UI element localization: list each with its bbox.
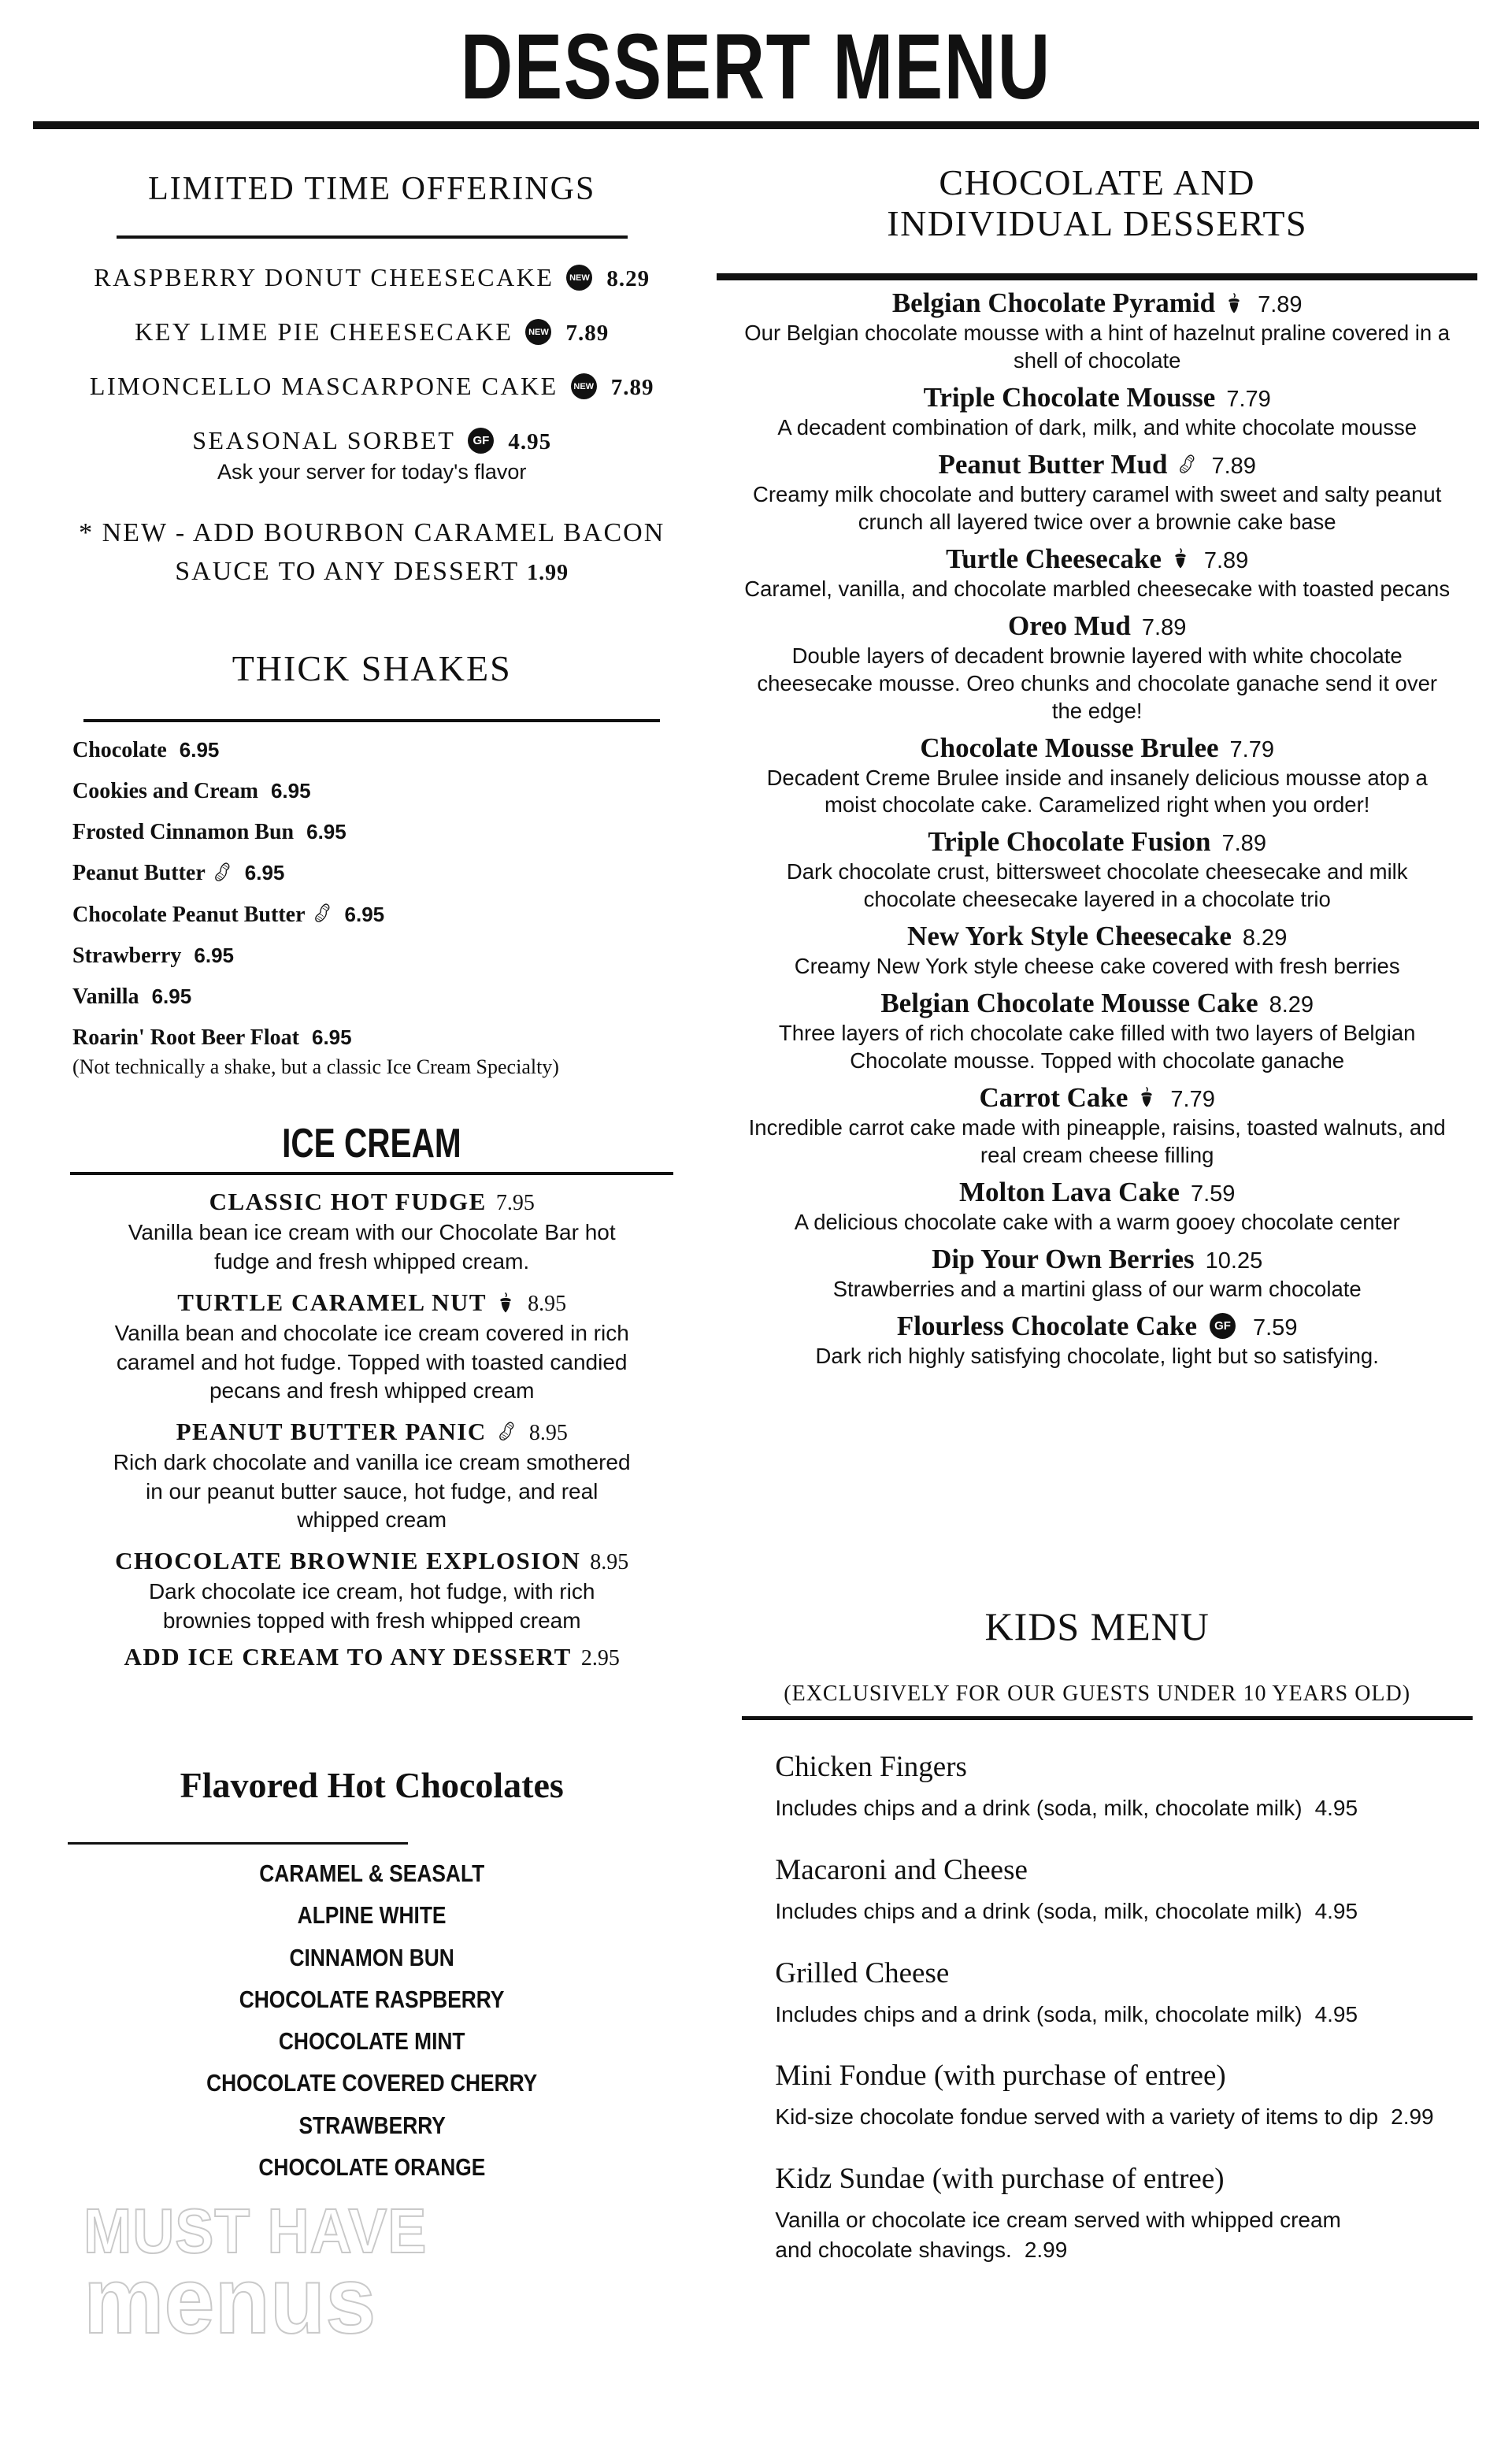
menu-item-price: 8.29	[1269, 992, 1314, 1018]
menu-item	[44, 317, 699, 347]
acorn-icon	[498, 1292, 513, 1314]
menu-item-desc: Our Belgian chocolate mousse with a hint of hazelnut praline covered in a shell of chocolate	[744, 321, 1451, 373]
limited-footnote	[44, 514, 699, 591]
section-divider	[742, 1716, 1473, 1720]
new-badge: NEW	[566, 265, 592, 291]
flavor-item: CHOCOLATE RASPBERRY	[239, 1985, 505, 2013]
menu-item-desc: Creamy New York style cheese cake covered with fresh berries	[794, 954, 1400, 979]
section-heading: KIDS MENU	[984, 1604, 1210, 1648]
menu-item-title: Carrot Cake 7.79	[979, 1081, 1215, 1113]
menu-item-desc: A decadent combination of dark, milk, and white chocolate mousse	[777, 415, 1418, 440]
menu-item	[775, 1853, 1477, 1926]
flavor-item: CHOCOLATE COVERED CHERRY	[206, 2069, 538, 2097]
menu-item-name: Mini Fondue (with purchase of entree)	[775, 2060, 1226, 2093]
menu-item-desc: Vanilla or chocolate ice cream served with whipped cream and chocolate shavings. 2.99	[775, 2208, 1341, 2263]
menu-item-price: 8.29	[1242, 925, 1288, 951]
section-heading: ICE CREAM	[282, 1121, 461, 1167]
flavor-item: CINNAMON BUN	[289, 1943, 454, 1971]
peanut-icon	[213, 861, 231, 884]
watermark-line1: MUST HAVE	[83, 2196, 428, 2266]
peanut-icon	[1178, 453, 1195, 476]
section-heading: THICK SHAKES	[232, 648, 512, 689]
menu-item-price: 10.25	[1205, 1248, 1263, 1274]
menu-item-desc: Decadent Creme Brulee inside and insanely delicious mousse atop a moist chocolate cake. Caramelized right when you order!	[766, 765, 1428, 818]
menu-item	[775, 1956, 1477, 2030]
menu-item-desc: Vanilla bean and chocolate ice cream covered in rich caramel and hot fudge. Topped with toasted candied pecans and fresh whipped cream	[114, 1321, 629, 1403]
addon-price: 2.95	[580, 1646, 620, 1671]
menu-item-note: Ask your server for today's flavor	[217, 460, 527, 484]
menu-item-price: 7.89	[1141, 614, 1187, 640]
list-item: Vanilla 6.95	[72, 984, 192, 1010]
peanut-icon	[498, 1420, 515, 1444]
menu-item-title: CLASSIC HOT FUDGE 7.95	[209, 1188, 535, 1216]
menu-item-price: 8.95	[590, 1550, 629, 1575]
menu-columns	[0, 129, 1512, 2265]
menu-item-desc: Caramel, vanilla, and chocolate marbled cheesecake with toasted pecans	[744, 576, 1451, 601]
acorn-icon	[1173, 548, 1188, 569]
flavor-item: CHOCOLATE MINT	[278, 2027, 465, 2056]
menu-item-desc: Strawberries and a martini glass of our warm chocolate	[832, 1276, 1362, 1301]
section-subheading: (EXCLUSIVELY FOR OUR GUESTS UNDER 10 YEARS OLD)	[784, 1682, 1411, 1707]
menu-item-price: 7.89	[1203, 547, 1249, 573]
menu-item-price: 7.95	[495, 1191, 535, 1216]
section-divider	[70, 1172, 673, 1175]
menu-item-desc: Includes chips and a drink (soda, milk, chocolate milk) 4.95	[775, 1898, 1358, 1923]
flavor-item: STRAWBERRY	[298, 2111, 446, 2139]
menu-item-price: 7.89	[565, 321, 610, 347]
menu-item-title: Belgian Chocolate Pyramid 7.89	[891, 287, 1303, 319]
menu-item-desc: Creamy milk chocolate and buttery caramel with sweet and salty peanut crunch all layered twice over a brownie cake base	[753, 481, 1442, 534]
menu-item-desc: Three layers of rich chocolate cake filled with two layers of Belgian Chocolate mousse. Topped with chocolate ganache	[778, 1021, 1416, 1073]
menu-item-title: Dip Your Own Berries 10.25	[932, 1243, 1263, 1274]
menu-item-price: 2.99	[1024, 2238, 1068, 2263]
section-heading: CHOCOLATE AND INDIVIDUAL DESSERTS	[887, 162, 1308, 243]
gf-badge: GF	[468, 428, 494, 454]
section-heading: Flavored Hot Chocolates	[180, 1765, 564, 1806]
menu-item-price: 8.95	[528, 1421, 568, 1446]
menu-item-title: PEANUT BUTTER PANIC 8.95	[176, 1418, 568, 1446]
menu-item-price: 8.29	[606, 265, 650, 291]
list-item: Cookies and Cream 6.95	[72, 779, 311, 804]
menu-item-title: New York Style Cheesecake 8.29	[907, 921, 1288, 952]
menu-item-desc: Kid-size chocolate fondue served with a variety of items to dip 2.99	[775, 2104, 1434, 2130]
menu-item	[775, 1750, 1477, 1823]
menu-item	[775, 2162, 1477, 2265]
acorn-icon	[1226, 293, 1242, 314]
menu-item-name: LIMONCELLO MASCARPONE CAKE	[89, 372, 558, 401]
menu-item-price: 7.89	[1221, 831, 1266, 857]
menu-item-name: Kidz Sundae (with purchase of entree)	[775, 2163, 1225, 2196]
acorn-icon	[1139, 1087, 1154, 1108]
page-title	[0, 0, 1512, 119]
section-chocolate-individual-desserts	[717, 162, 1477, 1370]
menu-item-desc: Dark chocolate ice cream, hot fudge, with rich brownies topped with fresh whipped cream	[148, 1579, 595, 1633]
menu-item-title: Flourless Chocolate Cake GF 7.59	[896, 1310, 1298, 1341]
menu-item-price: 4.95	[1314, 1796, 1358, 1821]
flavor-item: ALPINE WHITE	[297, 1901, 447, 1930]
menu-item-desc: Dark rich highly satisfying chocolate, light but so satisfying.	[815, 1343, 1379, 1368]
menu-item-name: Chicken Fingers	[775, 1751, 967, 1784]
menu-item-title: Triple Chocolate Fusion 7.89	[928, 826, 1266, 858]
menu-item-desc: Dark chocolate crust, bittersweet chocolate cheesecake and milk chocolate cheesecake layered in a chocolate trio	[786, 859, 1408, 912]
section-divider	[68, 1842, 408, 1845]
menu-item	[44, 426, 699, 456]
list-item: Chocolate Peanut Butter 6.95	[72, 902, 385, 927]
menu-item-desc: Incredible carrot cake made with pineapple, raisins, toasted walnuts, and real cream cheese filling	[748, 1114, 1446, 1167]
shake-list	[72, 738, 699, 1079]
menu-item-name: KEY LIME PIE CHEESECAKE	[135, 317, 513, 347]
menu-item-name: Macaroni and Cheese	[775, 1853, 1028, 1886]
menu-item-price: 7.79	[1226, 387, 1271, 413]
section-ice-cream	[44, 1123, 699, 1671]
section-divider	[83, 719, 661, 722]
menu-item-price: 7.59	[1253, 1314, 1298, 1340]
menu-item-price: 4.95	[1314, 1898, 1358, 1923]
footnote-line2: SAUCE TO ANY DESSERT	[175, 556, 520, 586]
watermark-logo	[83, 2196, 457, 2353]
title-divider	[33, 121, 1479, 129]
list-item: Chocolate 6.95	[72, 738, 220, 763]
menu-item-price: 7.79	[1170, 1086, 1215, 1112]
menu-item-price: 4.95	[1314, 2001, 1358, 2026]
menu-item-price: 4.95	[508, 429, 552, 455]
menu-item-title: Peanut Butter Mud 7.89	[938, 448, 1256, 480]
section-divider	[717, 273, 1477, 280]
menu-item-title: Molton Lava Cake 7.59	[958, 1176, 1236, 1207]
gf-badge: GF	[1210, 1313, 1236, 1339]
menu-item	[44, 372, 699, 402]
menu-item-price: 7.89	[1258, 292, 1303, 318]
addon-item: ADD ICE CREAM TO ANY DESSERT 2.95	[124, 1643, 620, 1671]
list-item: Frosted Cinnamon Bun 6.95	[72, 820, 346, 845]
menu-item-price: 7.89	[1211, 453, 1256, 479]
menu-item-desc: Includes chips and a drink (soda, milk, chocolate milk) 4.95	[775, 2001, 1358, 2026]
footnote-price: 1.99	[527, 560, 569, 585]
menu-item-title: Chocolate Mousse Brulee 7.79	[920, 732, 1274, 763]
shake-note: (Not technically a shake, but a classic Ice Cream Specialty)	[72, 1055, 559, 1079]
menu-item-name: SEASONAL SORBET	[192, 426, 456, 455]
menu-item	[775, 2059, 1477, 2132]
menu-item-price: 7.79	[1229, 736, 1274, 762]
peanut-icon	[313, 902, 331, 925]
section-thick-shakes	[44, 647, 699, 1079]
list-item: Roarin' Root Beer Float 6.95	[72, 1025, 352, 1051]
menu-item-desc: Rich dark chocolate and vanilla ice cream smothered in our peanut butter sauce, hot fudge, and real whipped cream	[113, 1450, 631, 1533]
menu-item-title: Turtle Cheesecake 7.89	[946, 543, 1249, 574]
section-flavored-hot-chocolates	[44, 1764, 699, 2180]
section-limited-time-offerings	[44, 170, 699, 591]
right-column	[710, 129, 1512, 2265]
menu-item-price: 8.95	[528, 1292, 567, 1317]
page-title-text: DESSERT MENU	[460, 15, 1051, 119]
menu-item-title: Triple Chocolate Mousse 7.79	[923, 382, 1271, 413]
left-column	[0, 129, 710, 2180]
menu-item-title: TURTLE CARAMEL NUT 8.95	[177, 1288, 567, 1317]
menu-item	[44, 263, 699, 293]
menu-item-name: RASPBERRY DONUT CHEESECAKE	[94, 262, 554, 291]
section-heading: LIMITED TIME OFFERINGS	[148, 171, 596, 207]
menu-item-price: 2.99	[1391, 2104, 1434, 2130]
list-item: Peanut Butter 6.95	[72, 861, 285, 886]
new-badge: NEW	[571, 373, 597, 399]
menu-item-desc: A delicious chocolate cake with a warm gooey chocolate center	[794, 1209, 1400, 1234]
section-divider	[117, 235, 628, 239]
watermark-line2: menus	[83, 2247, 376, 2353]
menu-item-price: 7.59	[1190, 1181, 1236, 1207]
menu-item-desc: Double layers of decadent brownie layered with white chocolate cheesecake mousse. Oreo chunks and chocolate ganache send it over the edge!	[757, 643, 1438, 723]
menu-item-title: CHOCOLATE BROWNIE EXPLOSION 8.95	[115, 1547, 629, 1575]
menu-item-name: Grilled Cheese	[775, 1956, 950, 1989]
flavor-item: CHOCOLATE ORANGE	[258, 2152, 486, 2181]
menu-item-title: Oreo Mud 7.89	[1008, 610, 1187, 641]
menu-item-desc: Includes chips and a drink (soda, milk, chocolate milk) 4.95	[775, 1796, 1358, 1821]
menu-item-desc: Vanilla bean ice cream with our Chocolate Bar hot fudge and fresh whipped cream.	[128, 1220, 616, 1274]
new-badge: NEW	[525, 319, 551, 345]
menu-item-price: 7.89	[610, 375, 654, 401]
footnote-line1: * NEW - ADD BOURBON CARAMEL BACON	[79, 518, 665, 548]
list-item: Strawberry 6.95	[72, 944, 235, 969]
section-kids-menu	[717, 1604, 1477, 2265]
flavor-item: CARAMEL & SEASALT	[259, 1859, 485, 1888]
menu-item-title: Belgian Chocolate Mousse Cake 8.29	[880, 988, 1314, 1019]
